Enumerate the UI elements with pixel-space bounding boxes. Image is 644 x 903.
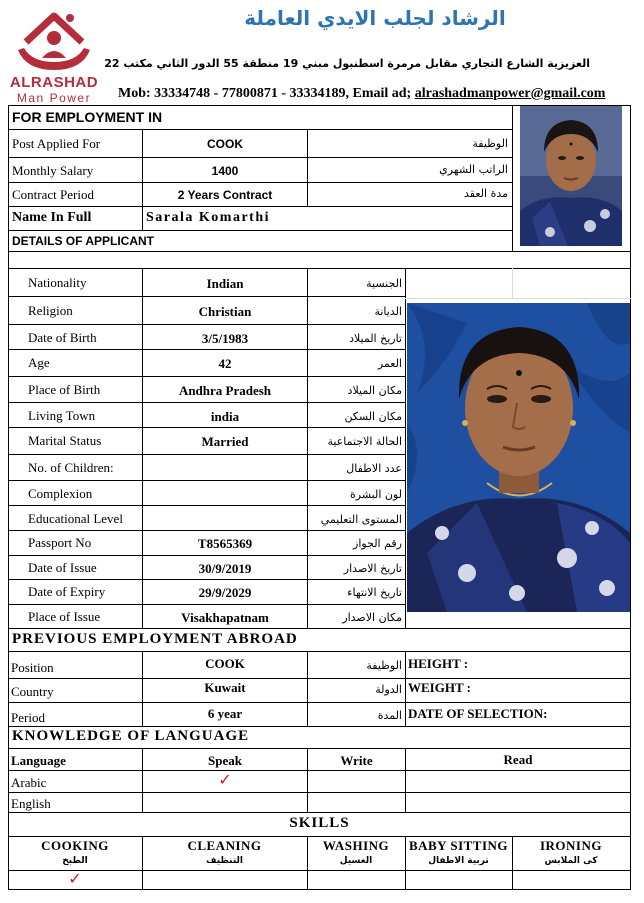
previous-right-field: HEIGHT : [408, 656, 469, 671]
contract-ar: مدة العقد [464, 187, 508, 200]
salary-value: 1400 [211, 164, 239, 178]
post-value: COOK [207, 137, 243, 151]
applicant-label-ar: تاريخ الانتهاء [347, 586, 402, 599]
skill-name: CLEANING [187, 838, 262, 853]
skill-name-ar: كى الملابس [544, 856, 598, 866]
applicant-value: Visakhapatnam [181, 610, 269, 625]
logo-sub-text: Man Power [16, 91, 92, 105]
post-ar: الوظيفة [472, 137, 508, 150]
previous-value: Kuwait [204, 680, 246, 695]
salary-ar: الراتب الشهري [439, 163, 508, 176]
read-col-header: Read [503, 752, 533, 767]
language-name: Arabic [11, 775, 47, 790]
applicant-value: Christian [198, 304, 252, 319]
logo-hands-house-icon [6, 8, 102, 78]
skill-name-ar: تربية الاطفال [428, 856, 489, 866]
applicant-label-ar: مكان الميلاد [347, 384, 402, 397]
skills-section-title: SKILLS [289, 815, 350, 831]
skill-check: ✓ [68, 869, 82, 888]
logo [6, 8, 102, 105]
previous-label-ar: المدة [377, 709, 402, 722]
previous-value: COOK [205, 656, 245, 671]
previous-label: Period [11, 710, 45, 725]
applicant-value: T8565369 [197, 536, 253, 551]
applicant-label-ar: الحالة الاجتماعية [327, 435, 402, 448]
applicant-label: Place of Issue [28, 609, 101, 624]
write-col-header: Write [340, 753, 373, 768]
applicant-label: Marital Status [28, 433, 102, 448]
applicant-label: No. of Children: [28, 460, 114, 475]
applicant-label: Place of Birth [28, 382, 101, 397]
contract-label: Contract Period [12, 187, 94, 202]
language-name: English [11, 796, 51, 811]
post-label: Post Applied For [12, 136, 101, 151]
speak-col-header: Speak [208, 753, 242, 768]
skill-name: WASHING [322, 838, 390, 853]
applicant-label-ar: مكان السكن [344, 410, 402, 423]
contract-value: 2 Years Contract [177, 188, 273, 202]
applicant-label-ar: تاريخ الميلاد [349, 332, 402, 345]
salary-label: Monthly Salary [12, 163, 94, 178]
applicant-label-ar: الديانة [374, 305, 402, 318]
skill-name: COOKING [41, 838, 109, 853]
applicant-label: Passport No [28, 535, 92, 550]
previous-label-ar: الدولة [375, 683, 402, 696]
previous-label-ar: الوظيفة [366, 659, 402, 672]
applicant-label-ar: الجنسية [366, 277, 402, 290]
applicant-label-ar: العمر [377, 357, 402, 370]
contact-phones: Mob: 33334748 - 77800871 - 33334189, Email ad; [118, 86, 415, 101]
contact-line [118, 86, 638, 102]
previous-label: Country [11, 684, 54, 699]
applicant-label: Nationality [28, 275, 87, 290]
applicant-label-ar: عدد الاطفال [346, 462, 402, 475]
applicant-label-ar: لون البشرة [350, 488, 402, 501]
applicant-label: Date of Birth [28, 330, 97, 345]
skill-name: BABY SITTING [408, 838, 509, 853]
applicant-value: Andhra Pradesh [178, 383, 272, 398]
portrait-photo-small [520, 106, 622, 246]
applicant-label: Educational Level [28, 511, 123, 526]
applicant-value: 42 [218, 356, 232, 371]
speak-check: ✓ [218, 770, 232, 789]
address-ar: العزيزية الشارع التجاري مقابل مرمرة اسطنبول مبني 19 منطقة 55 الدور الثاني مكتب 22 [104, 57, 590, 70]
applicant-value: Indian [206, 276, 244, 291]
applicant-label: Complexion [28, 486, 93, 501]
previous-right-field: WEIGHT : [408, 680, 471, 695]
applicant-value: india [210, 409, 240, 424]
applicant-value: 29/9/2029 [198, 585, 252, 600]
previous-label: Position [11, 660, 54, 675]
language-col-header: Language [11, 753, 66, 768]
previous-value: 6 year [207, 706, 243, 721]
logo-brand-text: ALRASHAD [9, 74, 99, 91]
contact-email-link[interactable]: alrashadmanpower@gmail.com [414, 86, 606, 101]
applicant-label: Date of Issue [28, 560, 97, 575]
skill-name-ar: الغسيل [339, 856, 373, 866]
portrait-photo-large [407, 303, 630, 612]
employment-section-title: FOR EMPLOYMENT IN [12, 109, 163, 125]
skill-name-ar: التنظيف [206, 856, 243, 866]
applicant-section-title: DETAILS OF APPLICANT [12, 234, 154, 248]
skill-name-ar: الطبخ [62, 856, 88, 866]
language-section-title: KNOWLEDGE OF LANGUAGE [12, 728, 250, 744]
name-value: Sarala Komarthi [146, 210, 270, 225]
applicant-value: 30/9/2019 [198, 561, 252, 576]
company-title-ar: الرشاد لجلب الايدي العاملة [244, 6, 506, 30]
previous-section-title: PREVIOUS EMPLOYMENT ABROAD [12, 631, 298, 647]
name-label: Name In Full [12, 210, 92, 225]
applicant-label: Date of Expiry [28, 584, 106, 599]
applicant-label-ar: رقم الجواز [353, 537, 402, 550]
applicant-label-ar: مكان الاصدار [342, 611, 402, 624]
applicant-value: 3/5/1983 [201, 331, 249, 346]
applicant-label: Living Town [28, 408, 96, 423]
applicant-label: Age [28, 355, 50, 370]
applicant-label-ar: المستوى التعليمي [320, 513, 402, 526]
previous-right-field: DATE OF SELECTION: [408, 706, 548, 721]
applicant-value: Married [201, 434, 249, 449]
skill-name: IRONING [539, 838, 602, 853]
applicant-label: Religion [28, 303, 73, 318]
applicant-label-ar: تاريخ الاصدار [343, 562, 402, 575]
